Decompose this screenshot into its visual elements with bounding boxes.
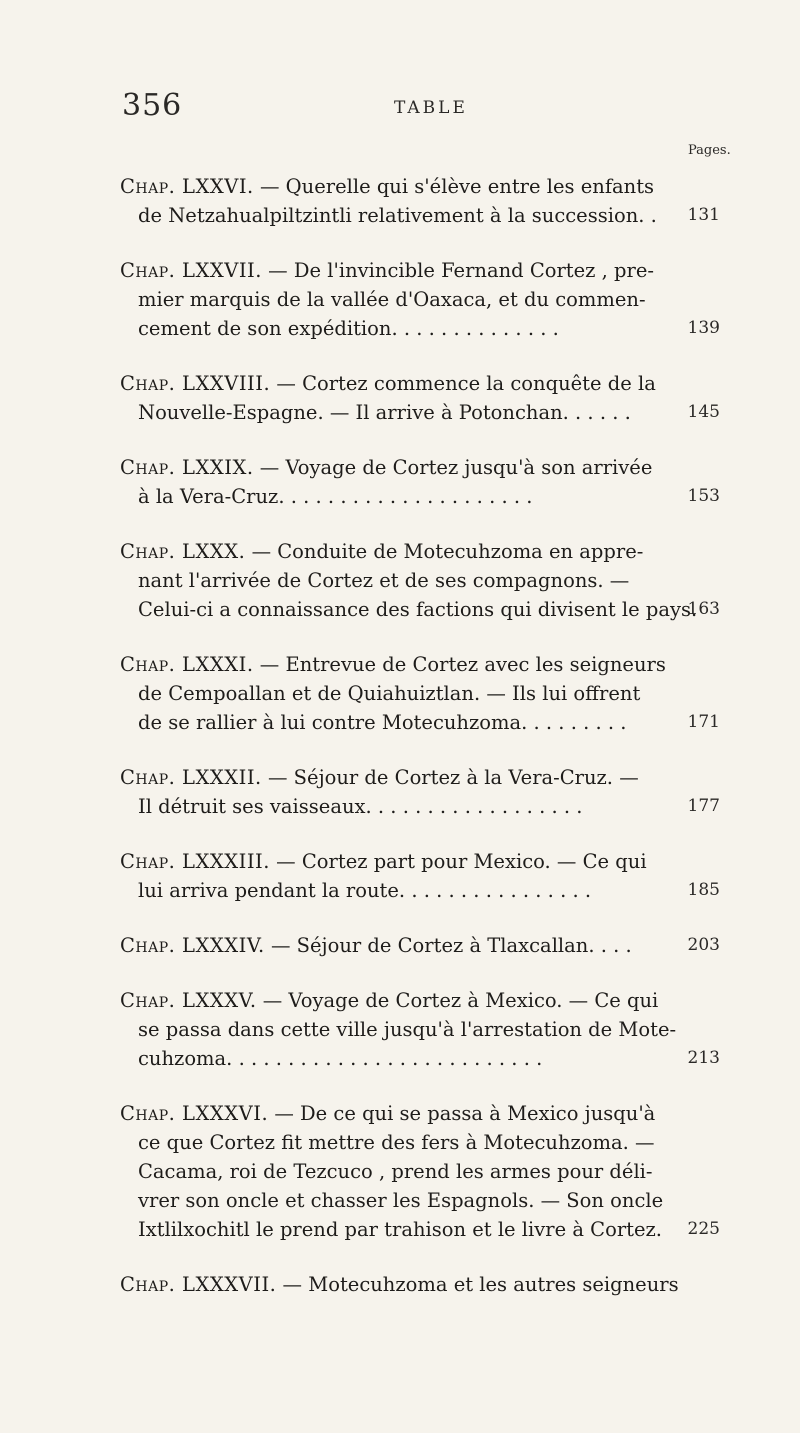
page-reference: 145 [687, 402, 720, 422]
entry-text: Nouvelle-Espagne. — Il arrive à Potonchan. . . . . . [138, 401, 631, 424]
entry-text: Celui-ci a connaissance des factions qui divisent le pays. [138, 598, 698, 621]
toc-entry-line [120, 708, 720, 737]
running-title: TABLE [394, 98, 468, 118]
entry-text: cuhzoma. . . . . . . . . . . . . . . . . . . . . . . . . . [138, 1047, 543, 1070]
toc-entry-line [120, 1128, 720, 1157]
toc-entry-line [120, 595, 720, 624]
entry-text: — Cortez commence la conquête de la [276, 372, 656, 395]
page-reference: 177 [687, 796, 720, 816]
chapter-number: Chap. LXXVIII. [120, 372, 271, 395]
entry-text: Il détruit ses vaisseaux. . . . . . . . . . . . . . . . . . [138, 795, 583, 818]
toc-entry-line [120, 566, 720, 595]
entry-text: ce que Cortez fit mettre des fers à Motecuhzoma. — [138, 1131, 655, 1154]
toc-entry [120, 369, 720, 427]
chapter-number: Chap. LXXX. [120, 540, 246, 563]
toc-entry [120, 1099, 720, 1244]
pages-column-label: Pages. [688, 143, 731, 158]
toc-entry-line [120, 482, 720, 511]
chapter-number: Chap. LXXXIII. [120, 850, 270, 873]
chapter-number: Chap. LXXXVII. [120, 1273, 277, 1296]
toc-entry-line [120, 201, 720, 230]
toc-entry-line [120, 1015, 720, 1044]
entry-text: — Entrevue de Cortez avec les seigneurs [259, 653, 666, 676]
entry-text: nant l'arrivée de Cortez et de ses compagnons. — [138, 569, 630, 592]
page-reference: 213 [687, 1048, 720, 1068]
toc-entry-line [120, 398, 720, 427]
toc-entry-line [120, 650, 720, 679]
toc-entry-line [120, 876, 720, 905]
entry-text: de Cempoallan et de Quiahuiztlan. — Ils lui offrent [138, 682, 641, 705]
chapter-number: Chap. LXXIX. [120, 456, 254, 479]
page-reference: 225 [687, 1219, 720, 1239]
entry-text: vrer son oncle et chasser les Espagnols. — Son oncle [138, 1189, 664, 1212]
toc-entry [120, 256, 720, 343]
page-reference: 185 [687, 880, 720, 900]
chapter-number: Chap. LXXVI. [120, 175, 254, 198]
chapter-number: Chap. LXXXII. [120, 766, 262, 789]
chapter-number: Chap. LXXXIV. [120, 934, 265, 957]
entry-text: Ixtlilxochitl le prend par trahison et le livre à Cortez. [138, 1218, 662, 1241]
entry-text: se passa dans cette ville jusqu'à l'arrestation de Mote- [138, 1018, 677, 1041]
toc-entry-line [120, 314, 720, 343]
toc-entry-line [120, 847, 720, 876]
toc-entry-line [120, 1157, 720, 1186]
toc-entry-line [120, 537, 720, 566]
toc-entry-line [120, 1044, 720, 1073]
entry-text: — De ce qui se passa à Mexico jusqu'à [274, 1102, 656, 1125]
toc-entry [120, 763, 720, 821]
toc-entry [120, 847, 720, 905]
chapter-number: Chap. LXXVII. [120, 259, 262, 282]
entry-text: — Querelle qui s'élève entre les enfants [259, 175, 655, 198]
entry-text: de Netzahualpiltzintli relativement à la succession. . [138, 204, 657, 227]
toc-entry [120, 931, 720, 960]
toc-entry [120, 537, 720, 624]
toc-entry-line [120, 1186, 720, 1215]
entry-text: lui arriva pendant la route. . . . . . . . . . . . . . . . [138, 879, 592, 902]
toc-entry-line [120, 763, 720, 792]
entry-text: — Conduite de Motecuhzoma en appre- [251, 540, 644, 563]
table-of-contents [120, 172, 720, 1325]
toc-entry-line [120, 792, 720, 821]
toc-entry-line [120, 986, 720, 1015]
toc-entry [120, 1270, 720, 1299]
page-number: 356 [122, 88, 183, 123]
chapter-number: Chap. LXXXV. [120, 989, 257, 1012]
entry-text: Cacama, roi de Tezcuco , prend les armes pour déli- [138, 1160, 653, 1183]
chapter-number: Chap. LXXXI. [120, 653, 254, 676]
page-reference: 203 [687, 935, 720, 955]
toc-entry-line [120, 285, 720, 314]
page-reference: 131 [687, 205, 720, 225]
entry-text: — Motecuhzoma et les autres seigneurs [282, 1273, 679, 1296]
toc-entry-line [120, 931, 720, 960]
toc-entry-line [120, 369, 720, 398]
entry-text: cement de son expédition. . . . . . . . . . . . . . [138, 317, 559, 340]
toc-entry-line [120, 679, 720, 708]
entry-text: — Voyage de Cortez à Mexico. — Ce qui [262, 989, 659, 1012]
entry-text: — Séjour de Cortez à Tlaxcallan. . . . [270, 934, 632, 957]
toc-entry [120, 986, 720, 1073]
toc-entry-line [120, 1215, 720, 1244]
toc-entry-line [120, 172, 720, 201]
page-reference: 139 [687, 318, 720, 338]
chapter-number: Chap. LXXXVI. [120, 1102, 269, 1125]
page-reference: 163 [687, 599, 720, 619]
toc-entry [120, 650, 720, 737]
entry-text: — Voyage de Cortez jusqu'à son arrivée [259, 456, 653, 479]
entry-text: à la Vera-Cruz. . . . . . . . . . . . . . . . . . . . . [138, 485, 533, 508]
entry-text: — Cortez part pour Mexico. — Ce qui [276, 850, 647, 873]
toc-entry [120, 172, 720, 230]
toc-entry-line [120, 256, 720, 285]
page-reference: 153 [687, 486, 720, 506]
toc-entry-line [120, 453, 720, 482]
entry-text: — Séjour de Cortez à la Vera-Cruz. — [267, 766, 639, 789]
entry-text: mier marquis de la vallée d'Oaxaca, et du commen- [138, 288, 646, 311]
toc-entry-line [120, 1099, 720, 1128]
toc-entry [120, 453, 720, 511]
toc-entry-line [120, 1270, 720, 1299]
entry-text: de se rallier à lui contre Motecuhzoma. . . . . . . . . [138, 711, 627, 734]
page-reference: 171 [687, 712, 720, 732]
entry-text: — De l'invincible Fernand Cortez , pre- [268, 259, 654, 282]
